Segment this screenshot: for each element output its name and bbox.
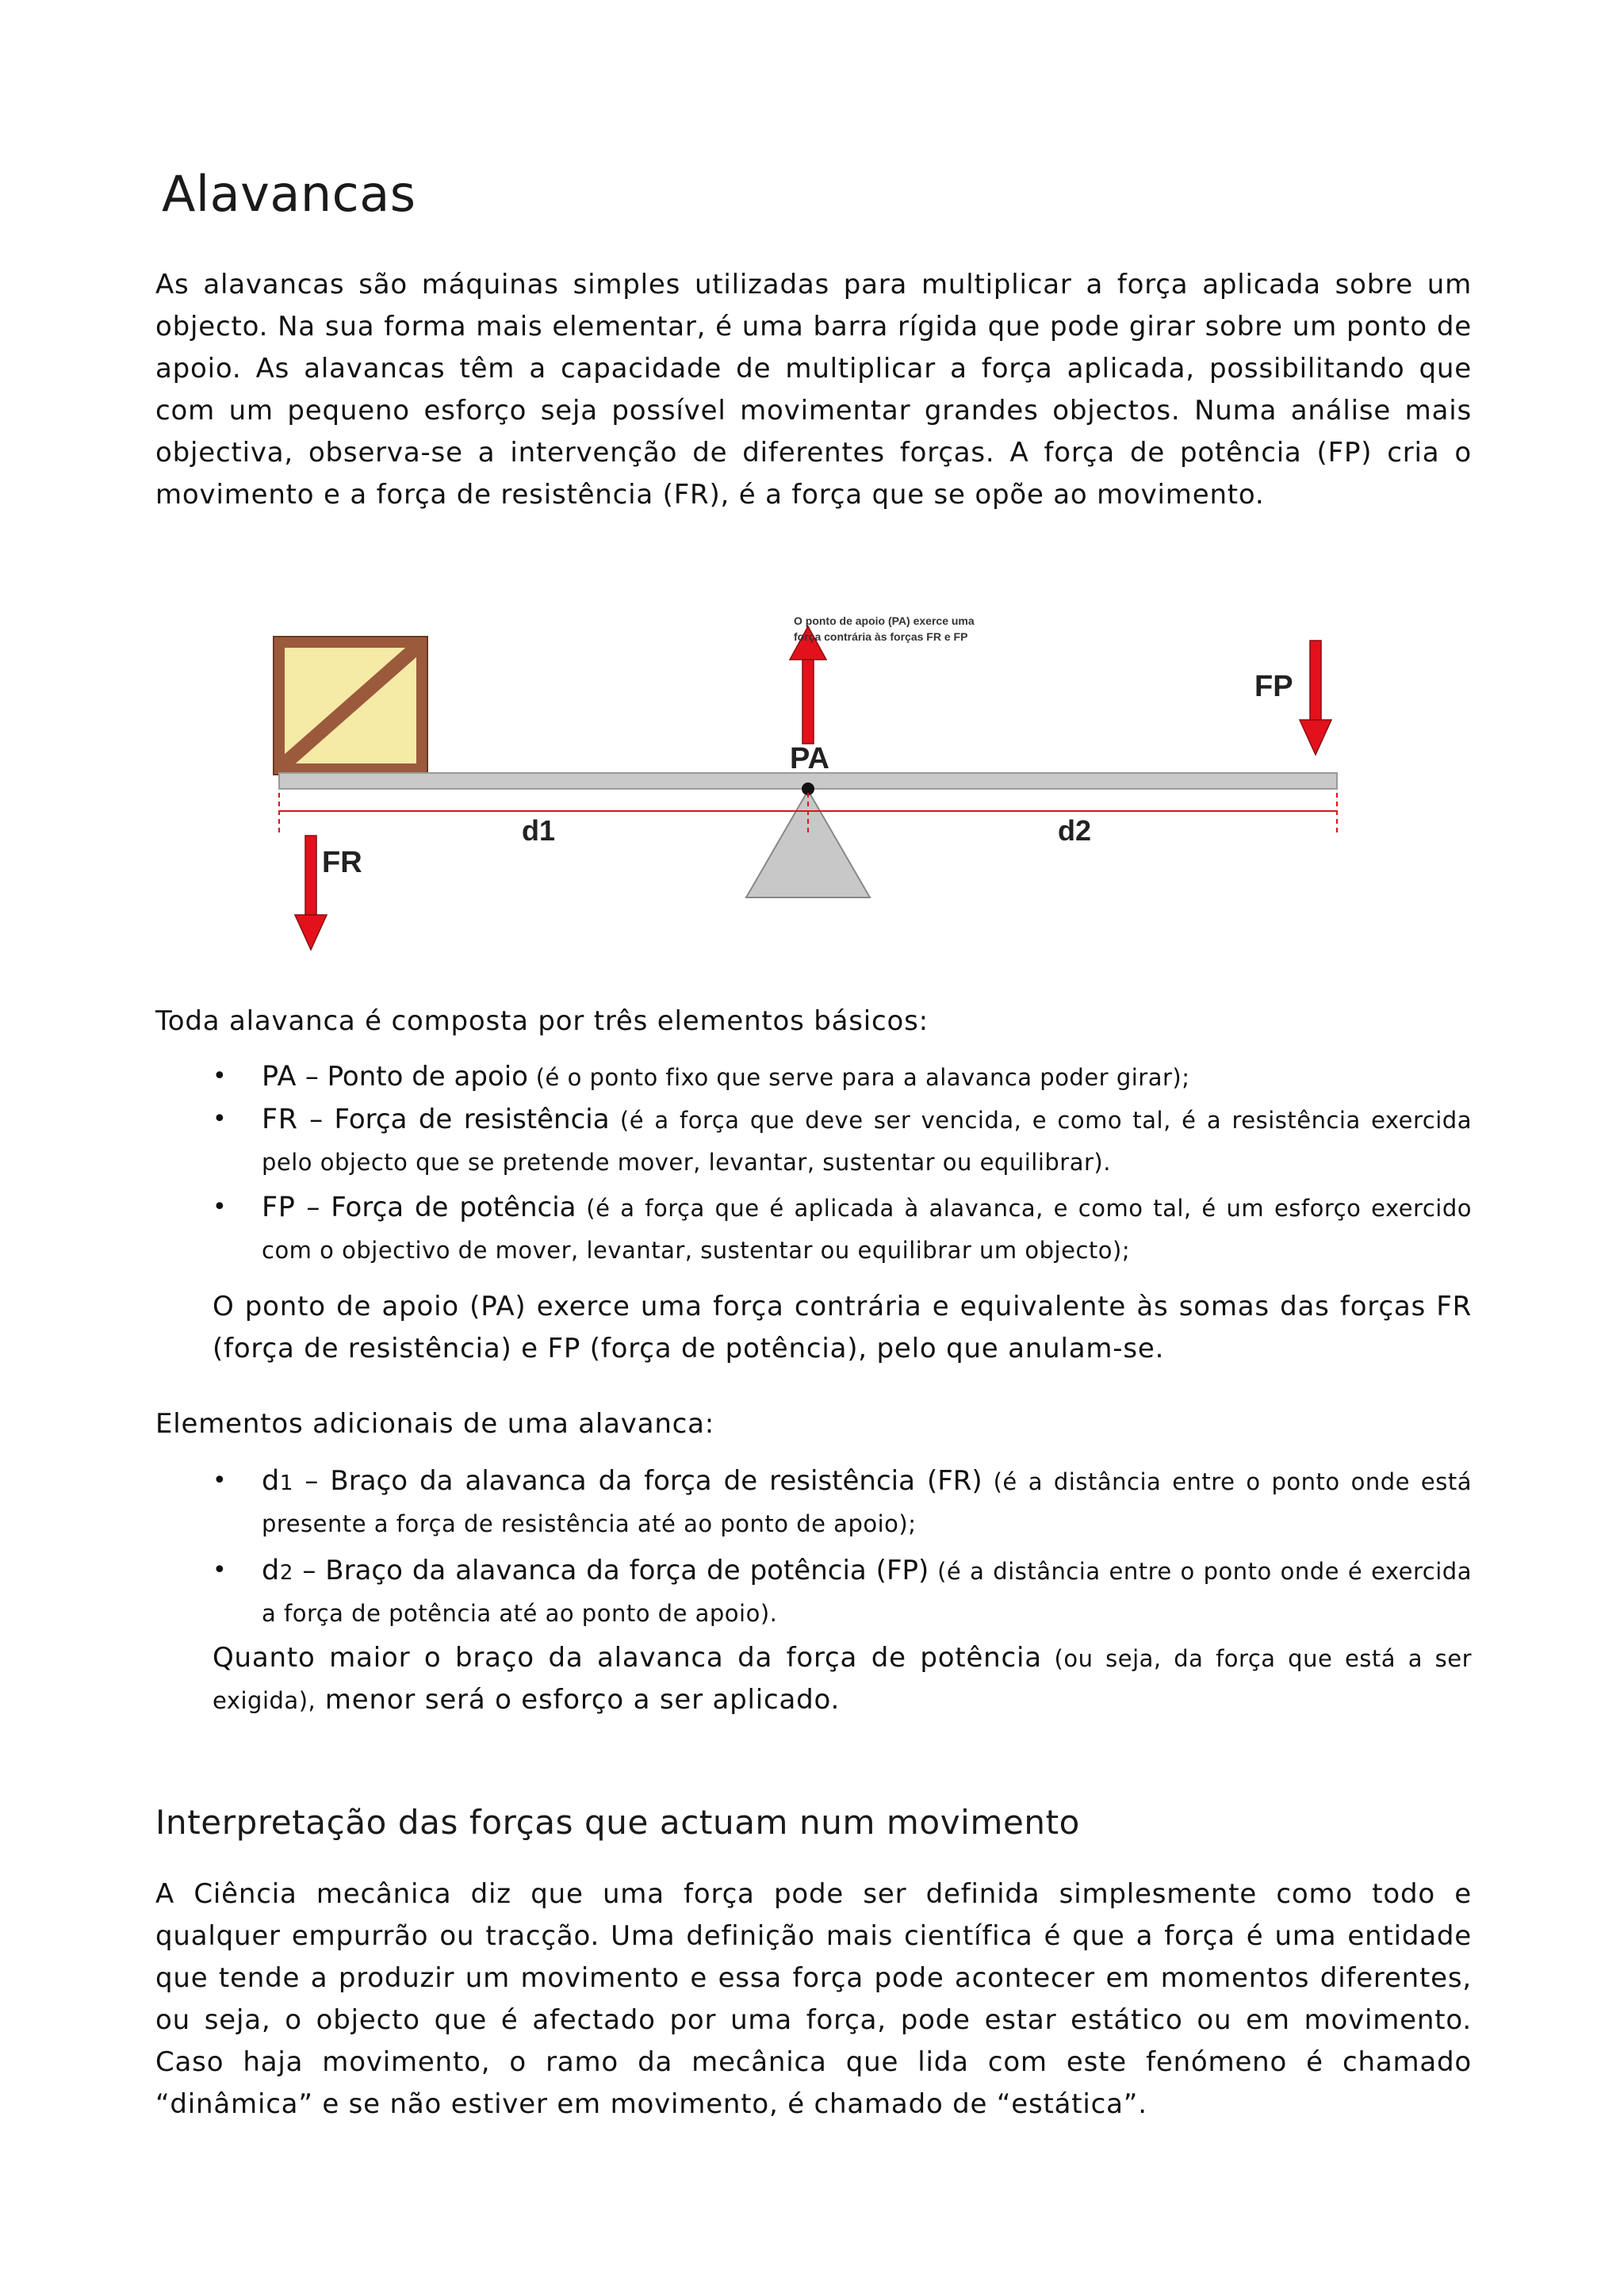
pa-note-paragraph: O ponto de apoio (PA) exerce uma força contrária e equivalente às somas das forças FR (força de resistência) e FP (força de potência), pelo que anulam-se. <box>213 1291 1472 1364</box>
page-title: Alavancas <box>162 165 416 223</box>
label-pa: PA <box>790 742 829 775</box>
elements-list <box>155 1056 1472 1275</box>
label-fp: FP <box>1254 670 1293 703</box>
fp-arrow <box>1300 641 1331 755</box>
list-item: • FR – Força de resistência (é a força que deve ser vencida, e como tal, é a resistência exercida pelo objecto que se pretende mover, levantar, sustentar ou equilibrar). <box>155 1099 1472 1185</box>
additional-list <box>155 1460 1472 1636</box>
outro-paragraph: A Ciência mecânica diz que uma força pode ser definida simplesmente como todo e qualquer empurrão ou tracção. Uma definição mais científica é que a força é uma entidade que tende a produzir um movimento e essa força pode acontecer em momentos diferentes, ou seja, o objecto que é afectado por uma força, pode estar estático ou em movimento. Caso haja movimento, o ramo da mecânica que lida com este fenómeno é chamado “dinâmica” e se não estiver em movimento, é chamado de “estática”. <box>155 1878 1472 2120</box>
elements-intro: Toda alavanca é composta por três elementos básicos: <box>155 1005 929 1037</box>
pa-arrow <box>790 626 826 744</box>
label-fr: FR <box>322 846 362 879</box>
term-fp: FP <box>262 1192 296 1223</box>
list-item: • d2 – Braço da alavanca da força de potência (FP) (é a distância entre o ponto onde é exercida a força de potência até ao ponto de apoio). <box>155 1550 1472 1636</box>
term-d1: d <box>262 1465 280 1497</box>
lever-diagram-svg <box>266 603 1503 967</box>
crate <box>274 637 427 775</box>
list-item: • FP – Força de potência (é a força que é aplicada à alavanca, e como tal, é um esforço exercido com o objectivo de mover, levantar, sustentar ou equilibrar um objecto); <box>155 1187 1472 1273</box>
arm-note-paragraph: Quanto maior o braço da alavanca da força de potência (ou seja, da força que está a ser exigida), menor será o esforço a ser aplicado. <box>213 1642 1472 1716</box>
fulcrum-triangle <box>746 790 870 897</box>
additional-intro: Elementos adicionais de uma alavanca: <box>155 1408 715 1440</box>
section-title: Interpretação das forças que actuam num movimento <box>155 1803 1080 1842</box>
list-item: • PA – Ponto de apoio (é o ponto fixo que serve para a alavanca poder girar); <box>155 1056 1472 1097</box>
term-d2: d <box>262 1555 280 1586</box>
pa-note-line2: força contrária às forças FR e FP <box>794 630 968 643</box>
list-item: • d1 – Braço da alavanca da força de resistência (FR) (é a distância entre o ponto onde está presente a força de resistência até ao ponto de apoio); <box>155 1460 1472 1547</box>
lever-diagram <box>266 603 1503 967</box>
pa-note-line1: O ponto de apoio (PA) exerce uma <box>794 614 975 627</box>
intro-paragraph: As alavancas são máquinas simples utilizadas para multiplicar a força aplicada sobre um objecto. Na sua forma mais elementar, é uma barra rígida que pode girar sobre um ponto de apoio. As alavancas têm a capacidade de multiplicar a força aplicada, possibilitando que com um pequeno esforço seja possível movimentar grandes objectos. Numa análise mais objectiva, observa-se a intervenção de diferentes forças. A força de potência (FP) cria o movimento e a força de resistência (FR), é a força que se opõe ao movimento. <box>155 269 1472 511</box>
term-fr: FR <box>262 1104 298 1135</box>
label-d2: d2 <box>1058 814 1092 847</box>
term-pa: PA <box>262 1061 297 1093</box>
label-d1: d1 <box>522 814 556 847</box>
